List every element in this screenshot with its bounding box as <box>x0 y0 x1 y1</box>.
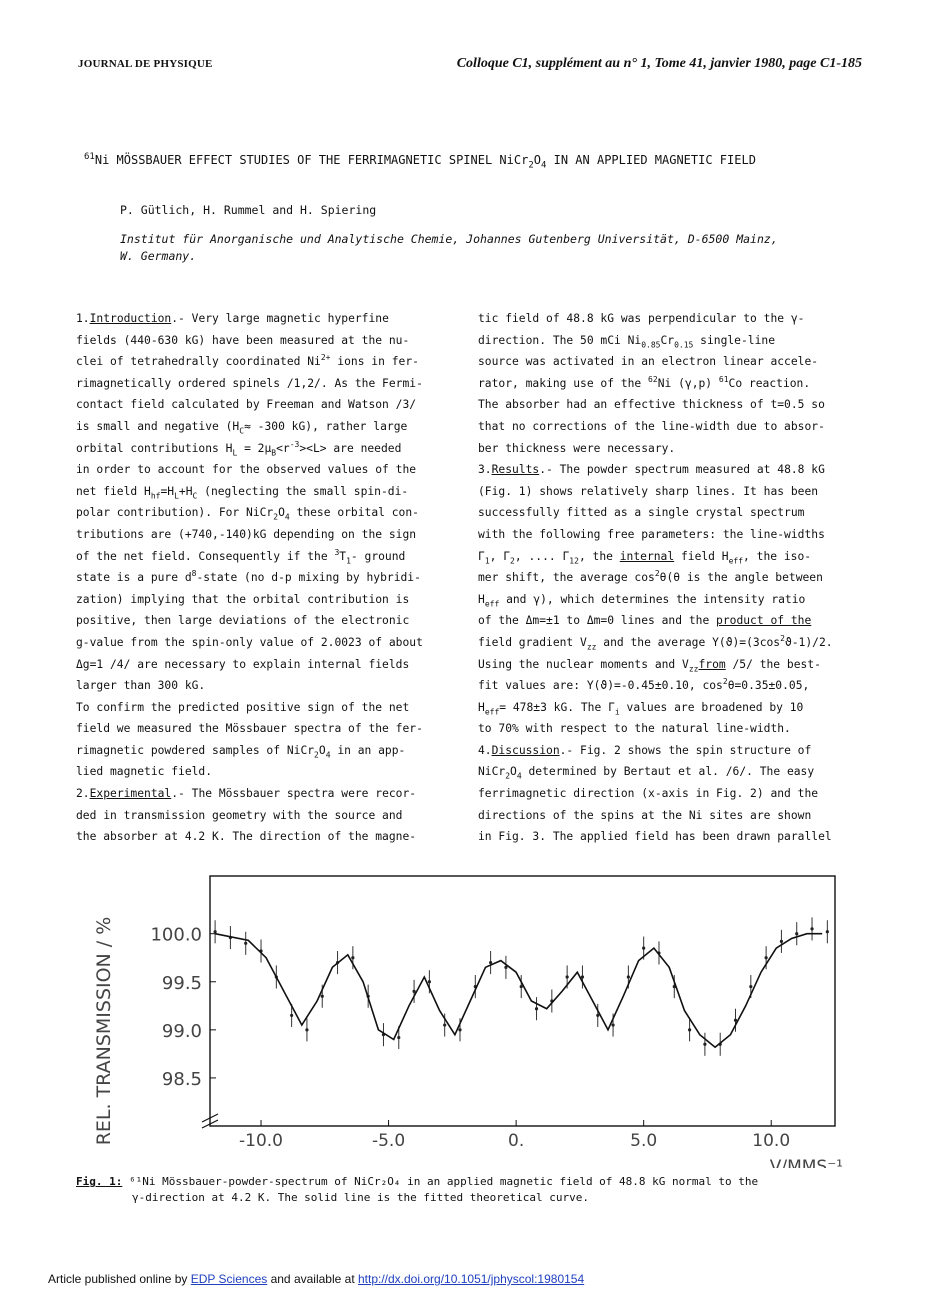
footer-prefix: Article published online by <box>48 1272 191 1286</box>
text-line: 3.Results.- The powder spectrum measured at 48.8 kG <box>478 463 825 477</box>
data-point <box>244 942 247 945</box>
data-point <box>428 980 431 983</box>
text-line: clei of tetrahedrally coordinated $Ni^{2+}$ ions in fer- <box>76 353 419 369</box>
text-line: field gradient $V_{zz}$ and the average $Y(ϑ)=(3\cos^2ϑ-1)/2$. <box>478 634 833 652</box>
title-end: IN AN APPLIED MAGNETIC FIELD <box>546 153 756 167</box>
text-line: ferrimagnetic direction (x-axis in Fig. 2) and the <box>478 787 819 801</box>
text-line: state is a pure $d^8$-state (no d-p mixing by hybridi- <box>76 569 421 585</box>
text-line: rimagnetically ordered spinels /1,2/. As the Fermi- <box>76 376 423 390</box>
text-line: of the Δm=±1 to Δm=0 lines and the product of the <box>478 614 812 628</box>
colloque-reference: Colloque C1, supplément au n° 1, Tome 41, janvier 1980, page C1-185 <box>456 56 862 71</box>
data-point <box>214 930 217 933</box>
text-line: (Fig. 1) shows relatively sharp lines. It has been <box>478 484 819 498</box>
edp-sciences-link[interactable]: EDP Sciences <box>190 1272 268 1286</box>
text-line: field we measured the Mössbauer spectra of the fer- <box>76 722 423 736</box>
caption-label: Fig. 1: <box>76 1175 123 1188</box>
data-point <box>688 1028 691 1031</box>
text-line: fit values are: Y(ϑ)=-0.45±0.10, $\cos^2\theta=0.35\pm 0.05$, <box>478 677 810 693</box>
text-line: contact field calculated by Freeman and Watson /3/ <box>76 398 417 412</box>
data-point <box>458 1028 461 1031</box>
y-tick-label: 100.0 <box>150 924 202 946</box>
text-line: Using the nuclear moments and $V_{zz}from$ /5/ the best- <box>478 657 821 673</box>
text-line: $NiCr_2O_4$ determined by Bertaut et al. /6/. The easy <box>478 765 815 781</box>
data-point <box>305 1028 308 1031</box>
journal-name: JOURNAL DE PHYSIQUE <box>78 58 213 70</box>
x-axis-label: V/MMS⁻¹ <box>769 1157 843 1168</box>
data-point <box>810 927 813 930</box>
text-line: with the following free parameters: the line-widths <box>478 527 825 541</box>
title-oxygen: O <box>533 153 541 167</box>
text-line: directions of the spins at the Ni sites are shown <box>478 808 812 822</box>
data-point <box>611 1023 614 1026</box>
data-point <box>826 930 829 933</box>
text-line: net field $H_{hf}=H_L+H_C$ (neglecting the small spin-di- <box>76 484 409 500</box>
data-point <box>290 1014 293 1017</box>
text-line: direction. The 50 mCi $Ni_{0.85}Cr_{0.15}$ single-line <box>478 333 775 349</box>
text-line: that no corrections of the line-width due to absor- <box>478 419 825 433</box>
x-tick-label: -5.0 <box>371 1131 406 1151</box>
text-line: ber thickness were necessary. <box>478 441 676 455</box>
text-line: $H_{eff}$ and γ), which determines the intensity ratio <box>478 592 806 608</box>
doi-link[interactable]: http://dx.doi.org/10.1051/jphyscol:1980154 <box>357 1272 585 1286</box>
text-line: Δg=1 /4/ are necessary to explain internal fields <box>76 657 410 671</box>
text-line: to 70% with respect to the natural line-width. <box>478 722 791 736</box>
data-point <box>489 961 492 964</box>
left-column <box>76 308 456 848</box>
text-line: in Fig. 3. The applied field has been drawn parallel <box>478 830 832 844</box>
title-sub2: 4 <box>540 160 547 171</box>
text-line: To confirm the predicted positive sign of the net <box>76 700 410 714</box>
x-tick-label: -10.0 <box>239 1131 284 1151</box>
text-line: is small and negative ($H_C\approx -300$ kG), rather large <box>76 419 408 436</box>
y-tick-label: 99.0 <box>161 1020 202 1042</box>
affiliation-line: Institut für Anorganische und Analytische Chemie, Johannes Gutenberg Universität, D-6500 Mainz, <box>120 232 778 246</box>
text-line: $H_{eff}= 478\pm 3$ kG. The $\Gamma_i$ values are broadened by 10 <box>478 700 804 716</box>
figure-1 <box>80 858 850 1173</box>
text-line: source was activated in an electron linear accele- <box>478 355 819 369</box>
y-tick-label: 98.5 <box>161 1068 202 1090</box>
data-point <box>780 940 783 943</box>
mossbauer-spectrum-chart <box>80 858 850 1168</box>
data-point <box>642 947 645 950</box>
text-line: orbital contributions $H_L = 2\mu_B<r^{-3}><L>$ are needed <box>76 439 402 457</box>
text-line: 4.Discussion.- Fig. 2 shows the spin structure of <box>478 743 812 757</box>
text-line: tic field of 48.8 kG was perpendicular to the γ- <box>478 312 805 325</box>
text-line: the absorber at 4.2 K. The direction of the magne- <box>76 830 417 844</box>
plot-frame <box>210 876 835 1126</box>
authors: P. Gütlich, H. Rummel and H. Spiering <box>120 203 377 217</box>
right-column <box>478 308 858 848</box>
data-point <box>749 985 752 988</box>
data-point <box>351 956 354 959</box>
caption-line <box>76 1174 856 1190</box>
text-line: of the net field. Consequently if the $^3T_1-$ ground <box>76 547 406 565</box>
text-line: The absorber had an effective thickness of t=0.5 so <box>478 398 825 412</box>
paper-title <box>84 152 756 170</box>
y-axis-label: REL. TRANSMISSION / % <box>93 916 115 1146</box>
title-isotope: 61 <box>84 152 95 162</box>
title-main: Ni MÖSSBAUER EFFECT STUDIES OF THE FERRIMAGNETIC SPINEL NiCr <box>94 153 529 167</box>
text-line: positive, then large deviations of the electronic <box>76 614 410 628</box>
affiliation-line: W. Germany. <box>120 249 197 263</box>
text-line: zation) implying that the orbital contribution is <box>76 592 410 606</box>
text-line: $\Gamma_1$, $\Gamma_2$, .... $\Gamma_{12}$, the internal field $H_{eff}$, the iso- <box>478 549 812 565</box>
data-point <box>321 995 324 998</box>
data-point <box>535 1007 538 1010</box>
text-line: ded in transmission geometry with the source and <box>76 808 403 822</box>
data-point <box>703 1043 706 1046</box>
text-line: fields (440-630 kG) have been measured at the nu- <box>76 333 410 347</box>
x-tick-label: 5.0 <box>630 1131 658 1151</box>
data-point <box>443 1023 446 1026</box>
figure-caption <box>76 1174 856 1206</box>
x-tick-label: 0. <box>508 1131 525 1151</box>
text-line: 1.Introduction.- Very large magnetic hyperfine <box>76 312 389 325</box>
text-line: tributions are (+740,-140)kG depending on the sign <box>76 527 417 541</box>
data-point <box>397 1036 400 1039</box>
text-line: successfully fitted as a single crystal spectrum <box>478 506 805 520</box>
text-line: in order to account for the observed values of the <box>76 463 417 477</box>
text-line: 2.Experimental.- The Mössbauer spectra were recor- <box>76 787 417 801</box>
affiliation <box>120 231 840 265</box>
text-line: larger than 300 kG. <box>76 679 206 693</box>
caption-line: γ-direction at 4.2 K. The solid line is the fitted theoretical curve. <box>132 1191 589 1204</box>
data-point <box>795 932 798 935</box>
data-point <box>627 975 630 978</box>
title-sub: 2 <box>528 160 534 171</box>
text-line: g-value from the spin-only value of 2.0023 of about <box>76 635 423 649</box>
text-line: polar contribution). For $NiCr_2O_4$ these orbital con- <box>76 506 419 522</box>
text-line: lied magnetic field. <box>76 765 213 779</box>
text-line: rimagnetic powdered samples of $NiCr_2O_4$ in an app- <box>76 743 406 760</box>
footer-middle: and available at <box>267 1272 358 1286</box>
y-tick-label: 99.5 <box>161 972 202 994</box>
caption-text: ⁶¹Ni Mössbauer-powder-spectrum of NiCr₂O₄ in an applied magnetic field of 48.8 kG normal to the <box>122 1175 759 1188</box>
data-point <box>566 975 569 978</box>
text-line: rator, making use of the $^{62}$Ni (γ,p) $^{61}$Co reaction. <box>478 375 811 390</box>
footer <box>48 1272 584 1286</box>
x-tick-label: 10.0 <box>752 1131 791 1151</box>
text-line: mer shift, the average $\cos^2\theta(\theta$ is the angle between <box>478 569 823 585</box>
data-point <box>765 956 768 959</box>
